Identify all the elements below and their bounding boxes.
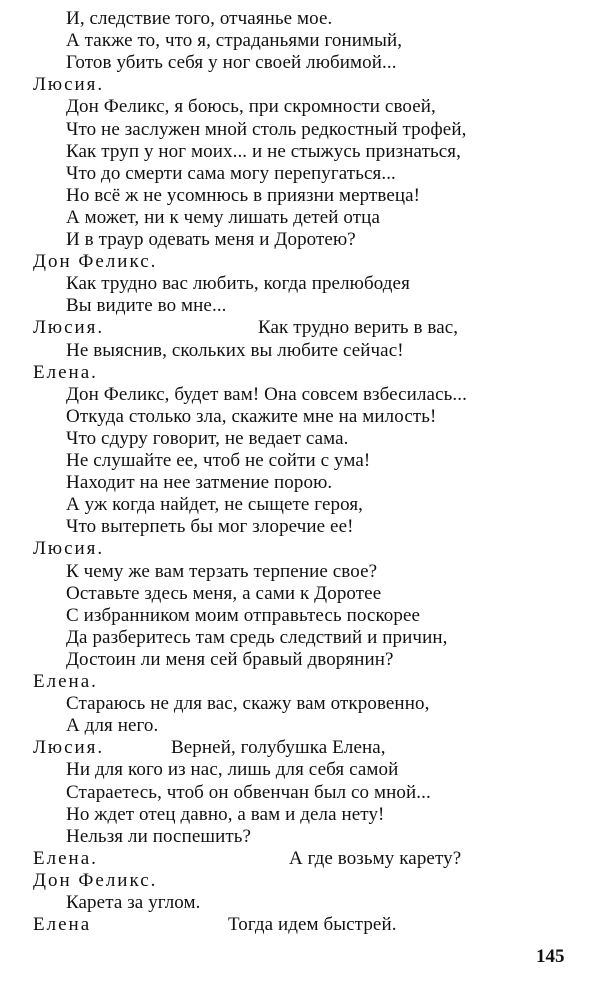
verse-text: Не слушайте ее, чтоб не сойти с ума! — [66, 450, 371, 471]
verse-text: И, следствие того, отчаянье мое. — [66, 8, 333, 29]
speaker-name: Люсия. — [33, 538, 105, 560]
page-number: 145 — [536, 946, 565, 967]
verse-text: Стараетесь, чтоб он обвенчан был со мной... — [66, 781, 431, 803]
verse-text: А может, ни к чему лишать детей отца — [66, 206, 380, 228]
verse-text: Да разберитесь там средь следствий и причин, — [66, 626, 448, 648]
speaker-name: Дон Феликс. — [33, 251, 158, 273]
speaker-name: Елена. — [33, 361, 98, 383]
verse-continuation: А где возьму карету? — [289, 847, 462, 869]
verse-text: Нельзя ли поспешить? — [66, 825, 252, 847]
verse-text: Как труп у ног моих... и не стыжусь признаться, — [66, 140, 461, 162]
verse-text: Что вытерпеть бы мог злоречие ее! — [66, 516, 354, 538]
verse-text: Дон Феликс, будет вам! Она совсем взбесилась... — [66, 383, 467, 405]
verse-text: Карета за углом. — [66, 892, 201, 913]
speaker-name: Люсия. — [33, 737, 105, 759]
verse-text: Ни для кого из нас, лишь для себя самой — [66, 759, 399, 781]
verse-text: С избранником моим отправьтесь поскорее — [66, 604, 421, 626]
verse-text: И в траур одевать меня и Доротею? — [66, 229, 356, 250]
verse-text: А для него. — [66, 715, 159, 737]
speaker-name: Елена. — [33, 847, 98, 869]
verse-text: Откуда столько зла, скажите мне на милость! — [66, 405, 437, 427]
verse-continuation: Тогда идем быстрей. — [228, 914, 397, 936]
verse-text: А уж когда найдет, не сыщете героя, — [66, 494, 364, 516]
verse-continuation: Верней, голубушка Елена, — [171, 737, 386, 759]
verse-text: Дон Феликс, я боюсь, при скромности своей, — [66, 96, 436, 118]
verse-text: Что до смерти сама могу перепугаться... — [66, 162, 396, 184]
verse-text: Но всё ж не усомнюсь в приязни мертвеца! — [66, 184, 421, 206]
verse-text: К чему же вам терзать терпение свое? — [66, 560, 378, 582]
verse-text: Стараюсь не для вас, скажу вам откровенно, — [66, 693, 430, 715]
speaker-name: Елена — [33, 914, 92, 936]
verse-text: Оставьте здесь меня, а сами к Доротее — [66, 582, 382, 604]
verse-text: Что сдуру говорит, не ведает сама. — [66, 427, 349, 449]
verse-text: Готов убить себя у ног своей любимой... — [66, 52, 397, 74]
verse-text: Как трудно вас любить, когда прелюбодея — [66, 273, 410, 295]
verse-text: Вы видите во мне... — [66, 295, 227, 317]
verse-text: А также то, что я, страданьями гонимый, — [66, 30, 403, 52]
speaker-name: Елена. — [33, 671, 98, 692]
speaker-name: Люсия. — [33, 74, 105, 96]
speaker-name: Дон Феликс. — [33, 869, 158, 891]
verse-text: Не выяснив, скольких вы любите сейчас! — [66, 339, 404, 361]
verse-text: Находит на нее затмение порою. — [66, 472, 333, 494]
verse-text: Но ждет отец давно, а вам и дела нету! — [66, 803, 385, 825]
speaker-name: Люсия. — [33, 317, 105, 339]
verse-text: Достоин ли меня сей бравый дворянин? — [66, 648, 394, 670]
verse-continuation: Как трудно верить в вас, — [258, 317, 459, 339]
verse-text: Что не заслужен мной столь редкостный трофей, — [66, 118, 467, 140]
